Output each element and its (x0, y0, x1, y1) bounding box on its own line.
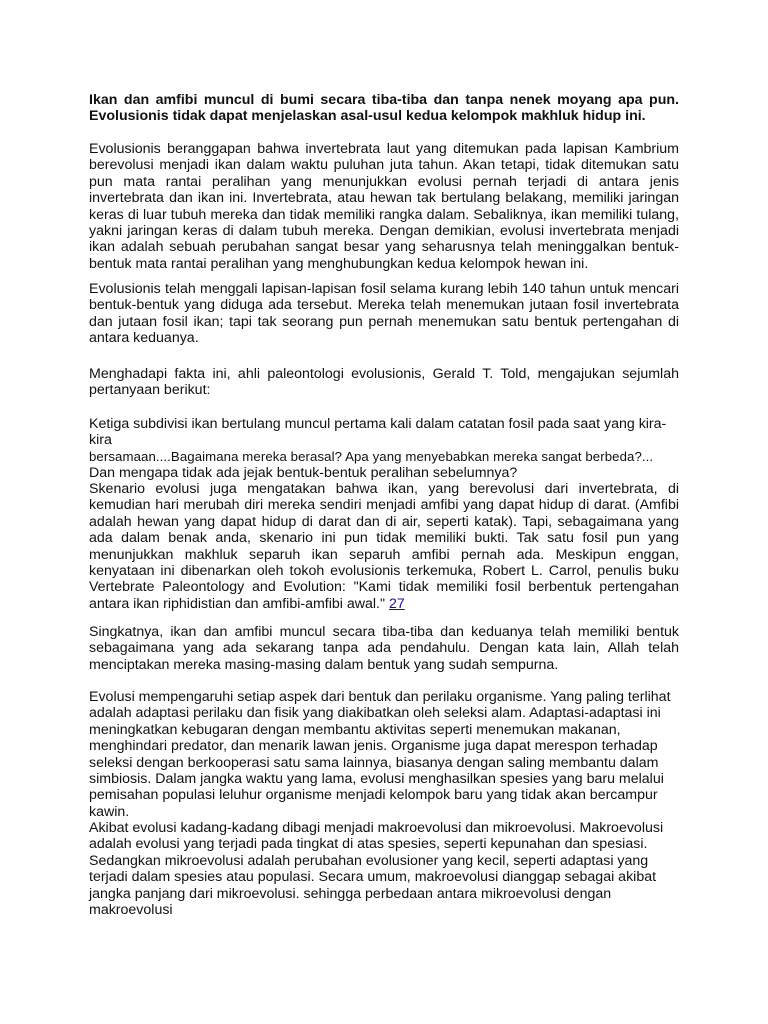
quote-line-2: bersamaan....Bagaimana mereka berasal? Apa yang menyebabkan mereka sangat berbeda?... (89, 448, 654, 464)
paragraph-1: Evolusionis beranggapan bahwa invertebrata laut yang ditemukan pada lapisan Kambrium berevolusi menjadi ikan dalam waktu puluhan juta tahun. Akan tetapi, tidak ditemukan satu pun mata rantai peralihan yang menunjukkan evolusi pernah terjadi di antara jenis invertebrata dan ikan ini. Invertebrata, atau hewan tak bertulang belakang, memiliki jaringan keras di luar tubuh mereka dan tidak memiliki rangka dalam. Sebaliknya, ikan memiliki tulang, yakni jaringan keras di dalam tubuh mereka. Dengan demikian, evolusi invertebrata menjadi ikan adalah sebuah perubahan sangat besar yang seharusnya telah meninggalkan bentuk-bentuk mata rantai peralihan yang menghubungkan kedua kelompok hewan ini. (89, 141, 679, 272)
headline: Ikan dan amfibi muncul di bumi secara tiba-tiba dan tanpa nenek moyang apa pun. Evolusionis tidak dapat menjelaskan asal-usul kedua kelompok makhluk hidup ini. (89, 92, 679, 125)
paragraph-3: Menghadapi fakta ini, ahli paleontologi evolusionis, Gerald T. Told, mengajukan sejumlah pertanyaan berikut: (89, 366, 679, 399)
paragraph-7: Evolusi mempengaruhi setiap aspek dari bentuk dan perilaku organisme. Yang paling terlihat adalah adaptasi perilaku dan fisik yang diakibatkan oleh seleksi alam. Adaptasi-adaptasi ini meningkatkan kebugaran dengan membantu aktivitas seperti menemukan makanan, menghindari predator, dan menarik lawan jenis. Organisme juga dapat merespon terhadap seleksi dengan berkooperasi satu sama lainnya, biasanya dengan saling membantu dalam simbiosis. Dalam jangka waktu yang lama, evolusi menghasilkan spesies yang baru melalui pemisahan populasi leluhur organisme menjadi kelompok baru yang tidak akan bercampur kawin. (89, 689, 671, 820)
paragraph-5 (89, 481, 679, 612)
footnote-link[interactable]: 27 (388, 595, 405, 612)
paragraph-6: Singkatnya, ikan dan amfibi muncul secara tiba-tiba dan keduanya telah memiliki bentuk sebagaimana yang ada sekarang tanpa ada pendahulu. Dengan kata lain, Allah telah menciptakan mereka masing-masing dalam bentuk yang sudah sempurna. (89, 624, 679, 673)
quote-line-3: Dan mengapa tidak ada jejak bentuk-bentuk peralihan sebelumnya? (89, 465, 518, 482)
paragraph-5-text: Skenario evolusi juga mengatakan bahwa ikan, yang berevolusi dari invertebrata, di kemudian hari merubah diri mereka sendiri menjadi amfibi yang dapat hidup di darat. (Amfibi adalah hewan yang dapat hidup di darat dan di air, seperti katak). Tapi, sebagaimana yang ada dalam benak anda, skenario ini pun tidak memiliki bukti. Tak satu fosil pun yang menunjukkan makhluk separuh ikan separuh amfibi pernah ada. Meskipun enggan, kenyataan ini dibenarkan oleh tokoh evolusionis terkemuka, Robert L. Carrol, penulis buku Vertebrate Paleontology and Evolution: "Kami tidak memiliki fosil berbentuk pertengahan antara ikan riphidistian dan amfibi-amfibi awal." (89, 481, 679, 612)
quote-line-1: Ketiga subdivisi ikan bertulang muncul pertama kali dalam catatan fosil pada saat yang kira-kira (89, 416, 667, 449)
quote-block (89, 416, 679, 482)
paragraph-8: Akibat evolusi kadang-kadang dibagi menjadi makroevolusi dan mikroevolusi. Makroevolusi adalah evolusi yang terjadi pada tingkat di atas spesies, seperti kepunahan dan spesiasi. Sedangkan mikroevolusi adalah perubahan evolusioner yang kecil, seperti adaptasi yang terjadi dalam spesies atau populasi. Secara umum, makroevolusi dianggap sebagai akibat jangka panjang dari mikroevolusi. sehingga perbedaan antara mikroevolusi dengan makroevolusi (89, 820, 664, 919)
paragraph-2: Evolusionis telah menggali lapisan-lapisan fosil selama kurang lebih 140 tahun untuk mencari bentuk-bentuk yang diduga ada tersebut. Mereka telah menemukan jutaan fosil invertebrata dan jutaan fosil ikan; tapi tak seorang pun pernah menemukan satu bentuk pertengahan di antara keduanya. (89, 281, 679, 347)
